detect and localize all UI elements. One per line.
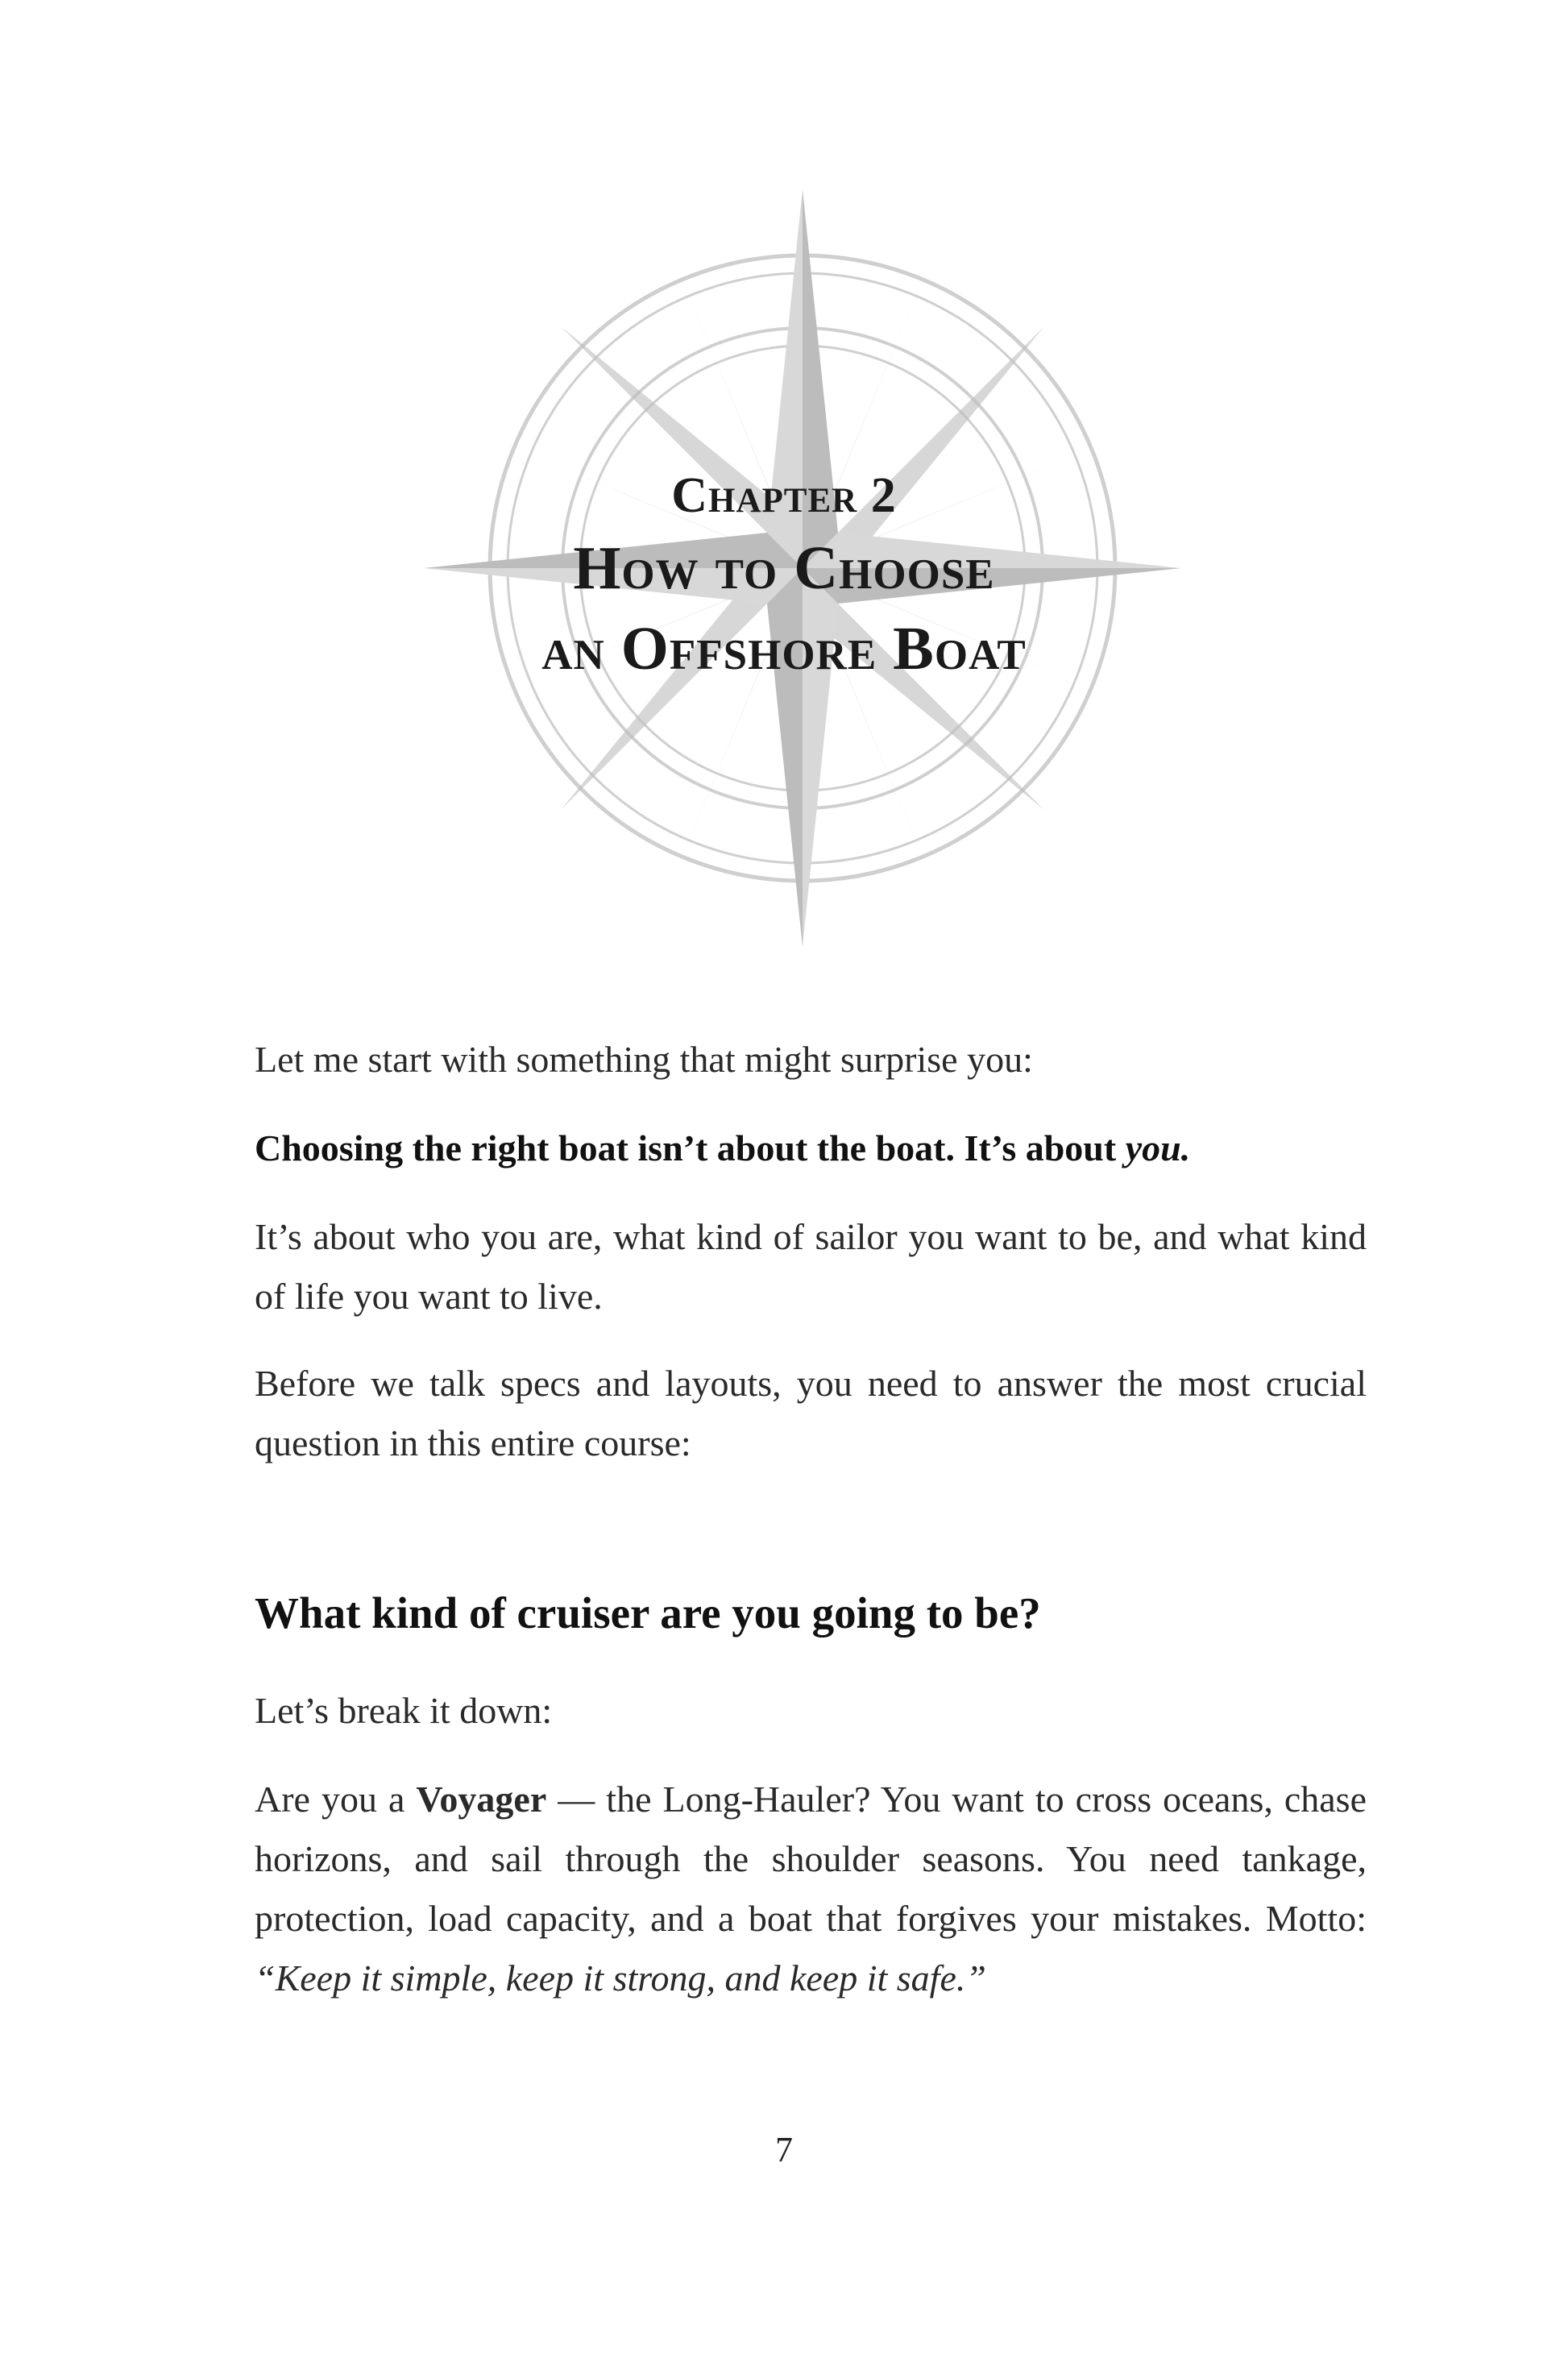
chapter-title-line2: an Offshore Boat: [541, 615, 1027, 683]
bold-em-text: you.: [1125, 1127, 1191, 1168]
about-text: It’s about who you are, what kind of sailor you want to be, and what kind of life you want to live.: [255, 1216, 1367, 1317]
intro-paragraph: [255, 1030, 1367, 1090]
before-text: Before we talk specs and layouts, you need to answer the most crucial question in this entire course:: [255, 1363, 1367, 1463]
voyager-motto-text: “Keep it simple, keep it strong, and keep it safe.”: [255, 1957, 986, 1999]
chapter-heading: [0, 463, 1568, 689]
intro-text: Let me start with something that might surprise you:: [255, 1039, 1033, 1080]
chapter-label: Chapter 2: [671, 468, 897, 523]
page-number: 7: [775, 2130, 793, 2169]
voyager-paragraph: [255, 1770, 1367, 2008]
before-paragraph: [255, 1354, 1367, 1473]
bold-lead-paragraph: [255, 1119, 1367, 1178]
voyager-post-text: — the Long-Hauler? You want to cross oceans, chase horizons, and sail through the shoulder seasons. You need tankage, protection, load capacity, and a boat that forgives your mistakes. Motto:: [255, 1779, 1367, 1939]
section-heading: What kind of cruiser are you going to be?: [255, 1588, 1041, 1638]
voyager-bold-text: Voyager: [416, 1779, 547, 1820]
breakdown-paragraph: [255, 1681, 1367, 1741]
bold-lead-text: Choosing the right boat isn’t about the boat. It’s about: [255, 1127, 1126, 1168]
breakdown-text: Let’s break it down:: [255, 1690, 553, 1731]
voyager-pre-text: Are you a: [255, 1779, 417, 1820]
chapter-title-line1: How to Choose: [573, 534, 995, 602]
about-paragraph: [255, 1207, 1367, 1326]
